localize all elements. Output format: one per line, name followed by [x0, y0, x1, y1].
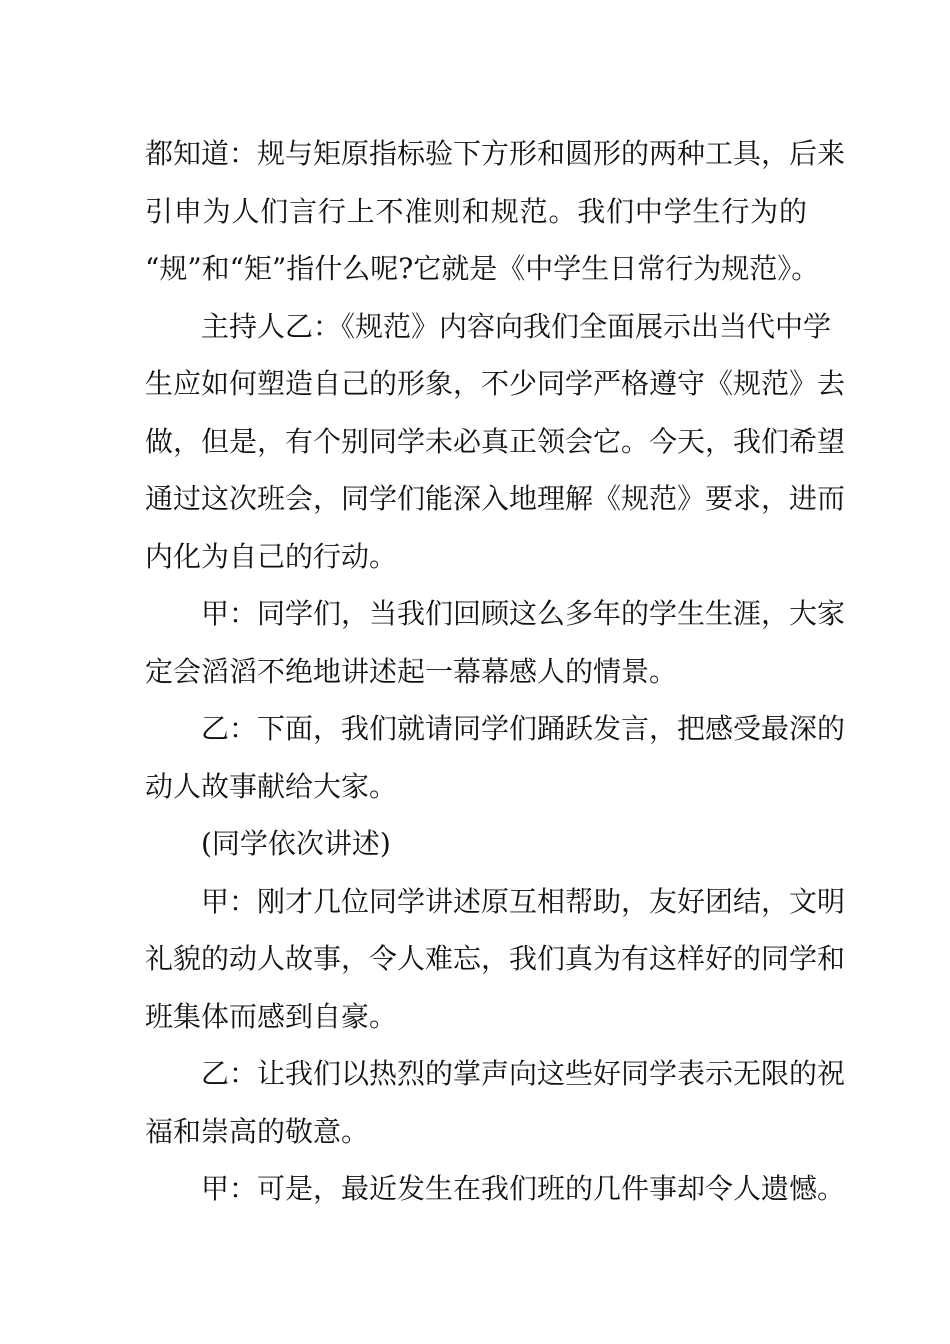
document-body [145, 125, 846, 1218]
text-line: “规”和“矩”指什么呢?它就是《中学生日常行为规范》。 [145, 252, 820, 285]
text-line: 引申为人们言行上不准则和规范。我们中学生行为的 [145, 194, 807, 228]
text-line: 动人故事献给大家。 [145, 769, 398, 803]
paragraph [145, 873, 846, 1046]
paragraph [145, 298, 846, 586]
text-line: 甲：同学们，当我们回顾这么多年的学生生涯，大家 [201, 597, 846, 630]
paragraph [145, 700, 846, 815]
text-line: 乙：下面，我们就请同学们踊跃发言，把感受最深的 [201, 712, 846, 745]
text-line: 甲：可是，最近发生在我们班的几件事却令人遗憾。 [201, 1172, 846, 1205]
text-line: 生应如何塑造自己的形象，不少同学严格遵守《规范》去 [145, 367, 846, 400]
text-line: 定会滔滔不绝地讲述起一幕幕感人的情景。 [145, 654, 678, 688]
paragraph [145, 125, 846, 298]
text-line: 礼貌的动人故事，令人难忘，我们真为有这样好的同学和 [145, 942, 846, 975]
text-line: 主持人乙：《规范》内容向我们全面展示出当代中学 [201, 309, 832, 343]
text-line: 都知道：规与矩原指标验下方形和圆形的两种工具，后来 [145, 137, 846, 170]
paragraph [145, 1045, 846, 1160]
paragraph [145, 1160, 846, 1218]
text-line: 内化为自己的行动。 [145, 539, 398, 573]
text-line: 班集体而感到自豪。 [145, 999, 398, 1033]
text-line: 甲：刚才几位同学讲述原互相帮助，友好团结，文明 [201, 884, 846, 918]
text-line: 做，但是，有个别同学未必真正领会它。今天，我们希望 [145, 424, 846, 458]
text-line: 通过这次班会，同学们能深入地理解《规范》要求，进而 [145, 482, 846, 515]
text-line: 福和崇高的敬意。 [145, 1114, 370, 1148]
text-line: 乙：让我们以热烈的掌声向这些好同学表示无限的祝 [201, 1057, 846, 1090]
paragraph [145, 585, 846, 700]
paragraph [145, 815, 807, 873]
text-line: (同学依次讲述) [201, 827, 391, 860]
